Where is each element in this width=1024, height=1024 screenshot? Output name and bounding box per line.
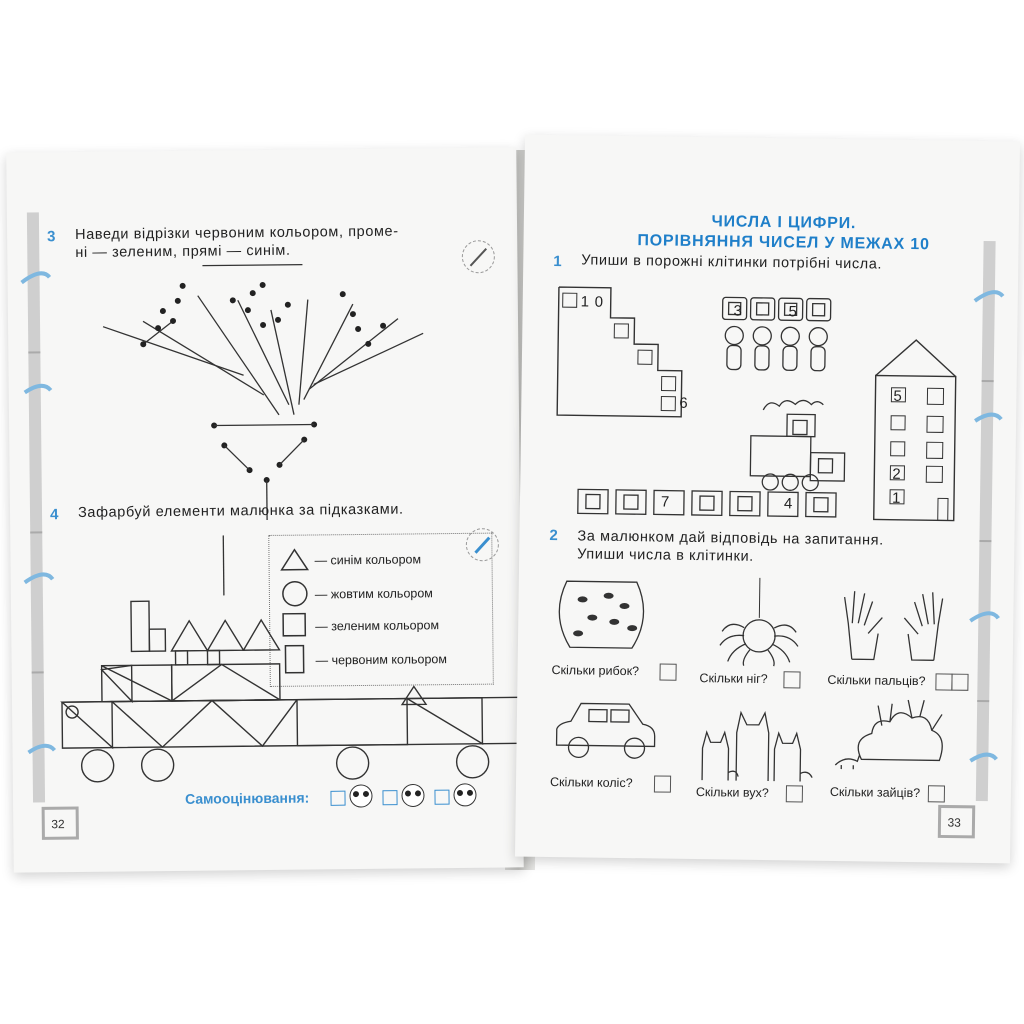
legend-circle-label: — жовтим кольором — [314, 586, 433, 602]
geometric-train-picture — [51, 596, 493, 801]
task1-text: Упиши в порожні клітинки потрібні числа. — [581, 252, 883, 273]
answer-box-ears[interactable] — [786, 785, 803, 802]
question-fingers: Скільки пальців? — [827, 672, 926, 689]
task4-text: Зафарбуй елементи малюнка за підказками. — [77, 501, 404, 521]
number-train — [574, 393, 866, 527]
question-fish: Скільки рибок? — [551, 663, 640, 679]
spider-picture — [714, 577, 805, 668]
answer-box-fingers-ones[interactable] — [951, 674, 968, 691]
legend-triangle-icon — [280, 548, 308, 572]
task3-line2: ні — зеленим, прямі — синім. — [75, 242, 291, 261]
animal-digit-2: 5 — [788, 303, 798, 321]
train-digit-1: 7 — [660, 493, 670, 511]
house-digit-2: 2 — [892, 465, 901, 483]
legend-rectangle-label: — червоним кольором — [315, 652, 447, 668]
self-assessment-label: Самооцінювання: — [184, 789, 310, 807]
number-house — [870, 335, 973, 526]
segments-rays-lines-diagram — [102, 263, 444, 487]
animal-digit-1: 3 — [733, 302, 743, 320]
right-page — [515, 135, 1020, 864]
task3-number: 3 — [47, 228, 56, 246]
house-digit-3: 1 — [891, 489, 901, 507]
question-ears: Скільки вух? — [695, 785, 769, 801]
cats-picture — [696, 702, 817, 784]
task4-number: 4 — [49, 506, 59, 524]
hares-bush-picture — [831, 699, 952, 781]
answer-box-fish[interactable] — [659, 664, 676, 681]
answer-box-hares[interactable] — [928, 785, 945, 802]
question-legs: Скільки ніг? — [699, 671, 768, 687]
page-number-right: 33 — [947, 815, 961, 830]
fishbowl-picture — [552, 575, 653, 656]
stairs-digit-3: 6 — [679, 394, 688, 412]
task2-line1: За малюнком дай відповідь на запитання. — [577, 528, 884, 549]
task1-number: 1 — [553, 252, 562, 271]
answer-box-fingers-tens[interactable] — [935, 673, 952, 690]
pencil-icon — [461, 240, 495, 274]
legend-triangle-label: — синім кольором — [314, 552, 422, 568]
task2-number: 2 — [549, 526, 558, 545]
page-title-line1: ЧИСЛА І ЦИФРИ. — [711, 213, 857, 233]
car-picture — [550, 695, 661, 767]
right-bamboo-border — [967, 141, 1007, 861]
question-hares: Скільки зайців? — [829, 784, 921, 801]
house-digit-1: 5 — [893, 387, 902, 405]
stairs-digit-2: 0 — [594, 293, 604, 311]
hands-picture — [838, 583, 949, 665]
stairs-digit-1: 1 — [580, 293, 590, 311]
train-digit-2: 4 — [783, 495, 793, 513]
page-title-line2: ПОРІВНЯННЯ ЧИСЕЛ У МЕЖАХ 10 — [637, 232, 930, 254]
left-page — [6, 147, 524, 872]
page-number-left: 32 — [51, 817, 65, 832]
question-wheels: Скільки коліс? — [549, 774, 633, 791]
panda-rating-icons — [331, 780, 481, 812]
answer-box-wheels[interactable] — [654, 775, 671, 792]
legend-square-label: — зеленим кольором — [315, 618, 440, 634]
task3-line1: Наведи відрізки червоним кольором, проме- — [75, 223, 399, 243]
answer-box-legs[interactable] — [783, 671, 800, 688]
task2-line2: Упиши числа в клітинки. — [577, 546, 754, 565]
